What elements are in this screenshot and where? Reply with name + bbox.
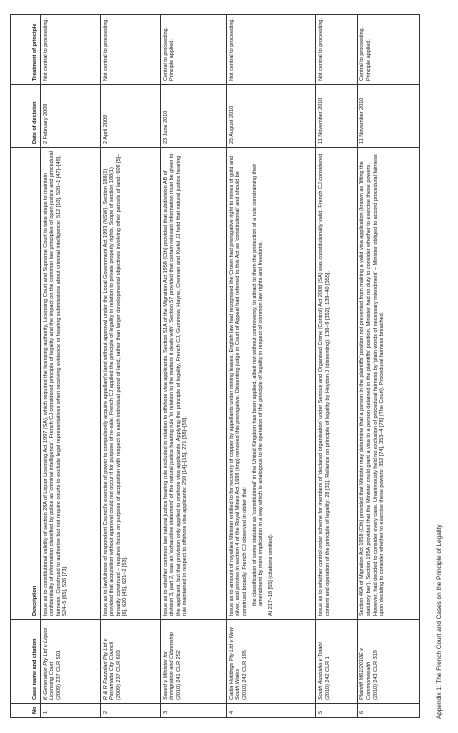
case-cell: [357, 620, 419, 704]
row-no: 6: [357, 704, 419, 718]
appendix-title: Appendix 1: The French Court and Cases on the Principle of Legality: [436, 524, 443, 719]
date-cell: 23 June 2010: [161, 85, 227, 148]
table-row: [41, 15, 101, 718]
row-no: 1: [41, 704, 101, 718]
table-row: [316, 15, 357, 718]
treatment-cell: Not central to proceeding.: [101, 15, 161, 85]
treatment-cell: Not central to proceeding.: [227, 15, 316, 85]
case-citation: (2010) 242 CLR 1: [324, 656, 331, 700]
case-cell: [227, 620, 316, 704]
table-row: [101, 15, 161, 718]
table-row: [227, 15, 316, 718]
description-cell: [227, 148, 316, 620]
case-citation: (2009) 237 CLR 603: [115, 650, 122, 700]
header-row: [11, 15, 41, 718]
header-case: Case name and citation: [11, 620, 41, 704]
description-cell: Section 46A of Migration Act 1958 (Cth) provided that Minister may determine that a person in the plaintiffs' position not prevented from making a valid visa application (known as 'lifting the statutory bar'). Section 195A provided that the Minister could grant a visa to a person detained in the plaintiffs' position. Minister had no duty to consider whether to exercise these powers. However, had decided to consider every case. Unanimously held no exclusion of procedural fairness by 'plain words of necessary intendment' – Minister obliged to accord procedural fairness upon deciding to consider whether to exercise these powers: 352 [74], 353–4 [78] (The Court). Procedural fairness breached.: [357, 148, 419, 620]
case-cell: [41, 620, 101, 704]
row-no: 2: [101, 704, 161, 718]
case-citation: (2010) 241 CLR 252: [175, 650, 182, 700]
case-name: Cadia Holdings Pty Ltd v New South Wales: [228, 627, 242, 700]
description-cell: Issue as to whether common law natural justice hearing rule excluded in relation to offshore visa applicants. Section 51A of the Migration Act 1958 (Cth) provided that subdivision AB of division 3, part 2, was an 'exhaustive statement' of the natural justice hearing rule 'in relation to the matters it deals with'. Section 57 provided that certain relevant information must be given to the applicant, but that provision only applied to onshore visa applicants. Applying the principle of legality, French CJ, Gummow, Hayne, Crennan and Kiefel JJ held that natural justice hearing rule maintained in respect to offshore visa applicants: 259 [14]–[15], 271 [58]–[59].: [161, 148, 227, 620]
header-date: Date of decision: [11, 85, 41, 148]
case-citation: (2010) 243 CLR 319: [372, 650, 379, 700]
case-citation: (2010) 242 CLR 195: [242, 650, 249, 700]
header-no: No: [11, 704, 41, 718]
case-cell: [316, 620, 357, 704]
treatment-cell: Central to proceeding. Principle applied.: [357, 15, 419, 85]
date-cell: 2 April 2009: [101, 85, 161, 148]
case-name: Plaintiff M61/2010E v Commonwealth: [359, 648, 372, 700]
description-pinpoint: At 217–18 [55] (citations omitted).: [267, 533, 274, 616]
treatment-cell: Not central to proceeding.: [41, 15, 101, 85]
case-citation: (2009) 237 CLR 501: [55, 650, 62, 700]
date-cell: 11 November 2010: [316, 85, 357, 148]
case-cell: [101, 620, 161, 704]
treatment-cell: Central to proceeding. Principle applied.: [161, 15, 227, 85]
case-name: R & R Fazzolari Pty Ltd v Parramatta City Council: [102, 638, 116, 700]
description-cell: Issue as to whether control order scheme for members of 'declared organisation' under Serious and Organised Crime (Control) Act 2008 (SA) was constitutionally valid. French CJ considered content and operation of the principle of legality: 28 [31]. Reliance on principle of legality by Heydon J (dissenting): 138–9 [352], 139–40 [355].: [316, 148, 357, 620]
treatment-cell: Not central to proceeding.: [316, 15, 357, 85]
table-row: [161, 15, 227, 718]
date-cell: 2 February 2009: [41, 85, 101, 148]
description-cell: Issue as to lawfulness of respondent Council's exercise of power to compulsorily acquire appellant's land without approval under the Local Government Act 1993 (NSW). Section 188(1) provided that acquisition without approval could not occur if for purpose of re-sale. French CJ applied the principle of legality in relation to private property rights. Scope of section 188(1) broadly construed – requires focus on purpose of acquisition with respect to each individual parcel of land, rather than larger developmental objectives involving other parcels of land: 609 [5]–[6], 620 [45], 621–2 [53].: [101, 148, 161, 620]
row-no: 4: [227, 704, 316, 718]
date-cell: 25 August 2010: [227, 85, 316, 148]
description-cell: Issue as to constitutional validity of section 28A of Liquor Licensing Act 1997 (SA), which required the licensing authority, Licensing Court and Supreme Court to take steps to maintain confidentiality of information classified by police as 'criminal intelligence'. French CJ considered principle of legality and the impact on the common law principles of open justice and procedural fairness. Construed to authorise but not require courts to exclude legal representatives when receiving evidence or hearing submissions about criminal intelligence: 512 [10], 520–1 [47]–[49], 524–5 [65], 526 [73].: [41, 148, 101, 620]
cases-table: [10, 14, 420, 718]
case-name: K-Generation Pty Ltd v Liquor Licensing Court: [42, 627, 56, 700]
case-cell: [161, 620, 227, 704]
case-name: South Australia v Totani: [317, 642, 324, 700]
description-text: Issue as to amount of royalties Minister entitled to for recovery of copper by appellants under mining leases. English law had recognised the Crown had prerogative right to mines of gold and silver, and proviso in section 4 of the Royal Mines Act 1688 (Imp) removed this prerogative. Dissenting judge in Court of Appeal had referred to this Act as 'constitutional' and should be construed broadly. French CJ observed in obiter that:: [228, 155, 249, 616]
date-cell: 11 November 2010: [357, 85, 419, 148]
table-row: [357, 15, 419, 718]
description-quote: the classification of some statutes as 'constitutional' in the United Kingdom has been applied, albeit not without controversy, to attract to them the protection of a rule constraining their amendment by mere implication in a way which is analogous to the operation of the principle of legality in respect of common law rights and freedoms.: [251, 163, 265, 606]
header-treatment: Treatment of principle: [11, 15, 41, 85]
case-name: Saeed v Minister for Immigration and Citizenship: [162, 632, 176, 700]
row-no: 5: [316, 704, 357, 718]
header-description: Description: [11, 148, 41, 620]
row-no: 3: [161, 704, 227, 718]
